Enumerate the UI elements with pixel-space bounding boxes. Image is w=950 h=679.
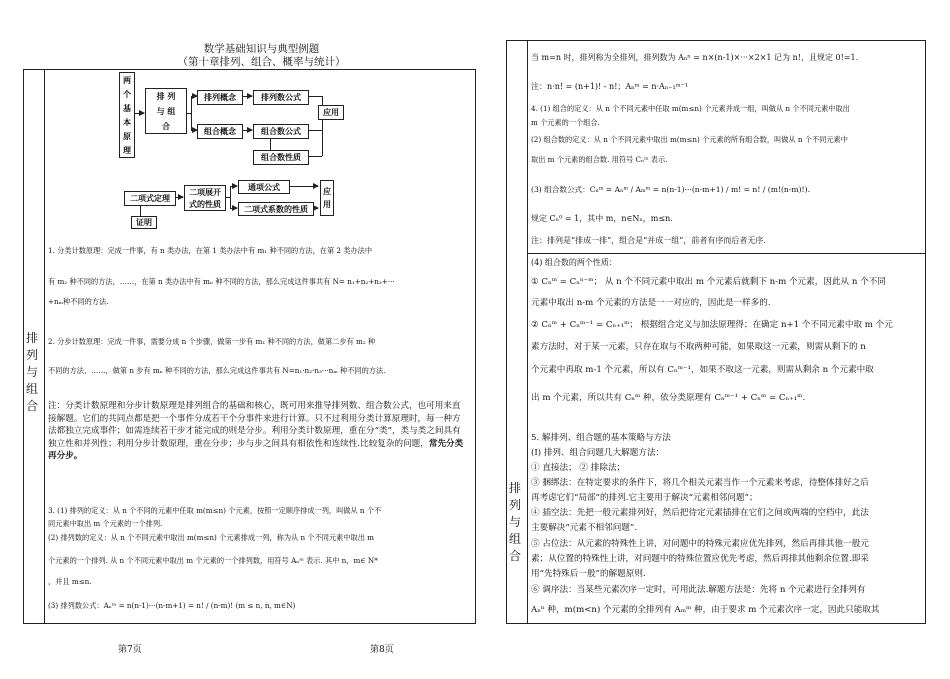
right-page xyxy=(370,0,950,679)
permutation-note: 注：n·n! = (n+1)! - n!；Aₙᵐ = n·Aₙ₋₁ᵐ⁻¹ xyxy=(531,82,689,91)
property-1-line-1: ① Cₙᵐ = Cₙⁿ⁻ᵐ； 从 n 个不同元素中取出 m 个元素后就剩下 n-m 个元素，因此从 n 个不同 xyxy=(531,277,886,287)
combination-note: 注：排列是“排成一排”，组合是“并成一组”，前者有序而后者无序. xyxy=(531,236,766,245)
combination-formula: (3) 组合数公式：Cₙᵐ = Aₙᵐ / Aₘᵐ = n(n-1)···(n-m+1) / m! = n! / (m!(n-m)!). xyxy=(531,185,810,194)
note-paragraph xyxy=(48,400,468,463)
combination-definition-line-1: 4. (1) 组合的定义：从 n 个不同元素中任取 m(m≤n) 个元素并成一组，叫做从 n 个不同元素中取出 xyxy=(531,104,850,113)
box-proof: 证明 xyxy=(131,216,157,229)
arrow xyxy=(230,186,237,187)
box-combination-concept: 组合概念 xyxy=(197,124,243,139)
branch-line xyxy=(226,197,230,198)
strategy-heading: 5. 解排列、组合题的基本策略与方法 xyxy=(531,433,671,443)
method-order-line-1: ⑥ 调序法：当某些元素次序一定时，可用此法.解题方法是：先将 n 个元素进行全排列有 xyxy=(531,585,866,595)
arrow xyxy=(175,197,183,198)
property-2-line-3: 个元素中再取 m-1 个元素，所以有 Cₙᵐ⁻¹，如果不取这一元素，则需从剩余 n 个元素中取 xyxy=(531,365,874,375)
property-2-line-1: ② Cₙᵐ + Cₙᵐ⁻¹ = Cₙ₊₁ᵐ； 根据组合定义与加法原理得；在确定 n+1 个不同元素中取 m 个元 xyxy=(531,320,893,330)
full-permutation-line: 当 m=n 时，排列称为全排列，排列数为 Aₙⁿ = n×(n-1)×···×2×1 记为 n!，且规定 0!=1. xyxy=(531,53,859,62)
box-two-principles: 两个基本原理 xyxy=(119,72,135,158)
connector-line xyxy=(140,205,141,216)
page-title: 数学基础知识与典型例题 xyxy=(203,43,320,55)
box-binomial-expansion-properties: 二项展开式的性质 xyxy=(184,185,226,211)
column-divider xyxy=(527,40,528,623)
connector-line xyxy=(308,130,322,131)
combination-definition-line-2: m 个元素的一个组合. xyxy=(531,118,600,127)
method-position-line-2: 素；从位置的特殊性上讲，对问题中的特殊位置应优先考虑，然后再排其他剩余位置.即采 xyxy=(531,554,869,564)
column-divider xyxy=(44,69,45,623)
methods-heading: (Ⅰ) 排列、组合问题几大解题方法： xyxy=(531,448,665,458)
permutation-formula: (3) 排列数公式：Aₙᵐ = n(n-1)···(n-m+1) = n! / (n-m)! (m ≤ n, n, m∈N) xyxy=(48,601,296,610)
row-divider xyxy=(527,253,925,254)
properties-heading: (4) 组合数的两个性质： xyxy=(531,258,617,267)
page-number: 第8页 xyxy=(370,645,394,655)
arrow xyxy=(289,186,318,187)
multiplicative-principle-line-2: 不同的方法，……，做第 n 步有 mₙ 种不同的方法，那么完成这件事共有 N=n₁·n₂·n₃···nₘ 种不同的方法. xyxy=(48,366,386,375)
combination-number-line-1: (2) 组合数的定义：从 n 个不同元素中取出 m(m≤n) 个元素的所有组合数，叫做从 n 个不同元素中 xyxy=(531,135,848,144)
box-general-term-formula: 通项公式 xyxy=(238,180,290,194)
side-label: 排列与组合 xyxy=(25,331,38,413)
combination-number-line-2: 取出 m 个元素的组合数. 用符号 Cₙᵐ 表示. xyxy=(531,155,668,164)
additive-principle-line-3: +nₘ种不同的方法. xyxy=(48,297,109,306)
arrow xyxy=(134,113,144,114)
branch-line xyxy=(187,113,191,114)
page-number: 第7页 xyxy=(118,645,142,655)
box-permutation-formula: 排列数公式 xyxy=(253,90,309,105)
method-position-line-3: 用“先特殊后一般”的解题原则. xyxy=(531,569,646,579)
box-permutation-concept: 排列概念 xyxy=(197,90,243,105)
note-bold-text: 常先分类再分步。 xyxy=(48,438,464,461)
page-subtitle: （第十章排列、组合、概率与统计） xyxy=(177,56,346,68)
branch-line xyxy=(191,96,192,130)
box-application: 应用 xyxy=(318,105,344,120)
permutation-number-line-2: 个元素的一个排列. 从 n 个不同元素中取出 m 个元素的一个排列数，用符号 Aₙᵐ 表示. 其中 n，m∈ N* xyxy=(48,556,378,565)
additive-principle-line-1: 1. 分类计数原理：完成一件事，有 n 类办法，在第 1 类办法中有 m₁ 种不同的方法，在第 2 类办法中 xyxy=(48,246,373,255)
box-binomial-coefficient-properties: 二项式系数的性质 xyxy=(238,202,314,216)
property-2-line-4: 出 m 个元素，所以共有 Cₙᵐ 种，依分类原理有 Cₙᵐ⁻¹ + Cₙᵐ = Cₙ₊₁ᵐ. xyxy=(531,393,806,403)
arrow xyxy=(242,130,252,131)
box-permutation-combination: 排 列 与 组 合 xyxy=(145,88,187,134)
multiplicative-principle-line-1: 2. 分步计数原理：完成一件事，需要分成 n 个步骤，做第一步有 m₁ 种不同的方法，做第二步有 m₂ 种 xyxy=(48,337,376,346)
box-combination-properties: 组合数性质 xyxy=(253,150,309,165)
method-insert-line-2: 主要解决“元素不相邻问题”. xyxy=(531,523,638,533)
arrow xyxy=(313,208,318,209)
permutation-definition-line-1: 3. (1) 排列的定义：从 n 个不同的元素中任取 m(m≤n) 个元素，按照一定顺序排成一列，叫做从 n 个不 xyxy=(48,506,382,515)
method-bundle-line-1: ③ 捆绑法：在特定要求的条件下，将几个相关元素当作一个元素来考虑，待整体排好之后 xyxy=(531,478,869,488)
method-direct-exclude: ① 直接法； ② 排除法； xyxy=(531,463,626,473)
property-2-line-2: 素方法时，对于某一元素，只存在取与不取两种可能，如果取这一元素，则需从剩下的 n xyxy=(531,342,866,352)
box-binomial-theorem: 二项式定理 xyxy=(124,191,176,206)
connector-line xyxy=(308,156,322,157)
method-position-line-1: ⑤ 占位法：从元素的特殊性上讲，对问题中的特殊元素应优先排列，然后再排其他一般元 xyxy=(531,539,869,549)
arrow xyxy=(230,208,237,209)
property-1-line-2: 元素中取出 n-m 个元素的方法是一一对应的，因此是一样多的. xyxy=(531,298,771,308)
permutation-number-line-3: ，并且 m≤n. xyxy=(48,577,92,586)
method-bundle-line-2: 再考虑它们“局部”的排列.它主要用于解决“元素相邻问题”； xyxy=(531,493,758,503)
note-text: 注：分类计数原理和分步计数原理是排列组合的基础和核心，既可用来推导排列数、组合数公式，也可用来直接解题。它们的共同点都是把一个事件分成若干个分事件来进行计算。只不过利用分类计算原理时，每一种方法都独立完成事件；如需连续若干步才能完成的则是分步。利用分类计数原理，重在分“类”，类与类之间具有独立性和并列性；利用分步计数原理，重在分步；步与步之间具有相依性和连续性.比较复杂的问题， xyxy=(48,401,461,449)
method-insert-line-1: ④ 插空法：先把一般元素排列好，然后把待定元素插排在它们之间或两端的空档中，此法 xyxy=(531,508,869,518)
combination-rule: 规定 Cₙ⁰ = 1，其中 m，n∈Nₓ，m≤n. xyxy=(531,214,673,223)
method-order-line-2: Aₙⁿ 种，m(m<n) 个元素的全排列有 Aₘᵐ 种，由于要求 m 个元素次序一定，因此只能取其 xyxy=(531,605,880,615)
permutation-number-line-1: (2) 排列数的定义：从 n 个不同元素中取出 m(m≤n) 个元素排成一列，称为从 n 个不同元素中取出 m xyxy=(48,533,374,542)
box-combination-formula: 组合数公式 xyxy=(253,124,309,139)
permutation-definition-line-2: 同元素中取出 m 个元素的一个排列. xyxy=(48,519,163,528)
additive-principle-line-2: 有 m₂ 种不同的方法，……，在第 n 类办法中有 mₙ 种不同的方法，那么完成这件事共有 N= n₁+n₂+n₃+··· xyxy=(48,277,395,286)
connector-line xyxy=(308,96,322,97)
side-label: 排列与组合 xyxy=(508,481,521,563)
box-application-2: 应用 xyxy=(320,180,334,216)
branch-line xyxy=(230,186,231,208)
arrow xyxy=(242,96,252,97)
